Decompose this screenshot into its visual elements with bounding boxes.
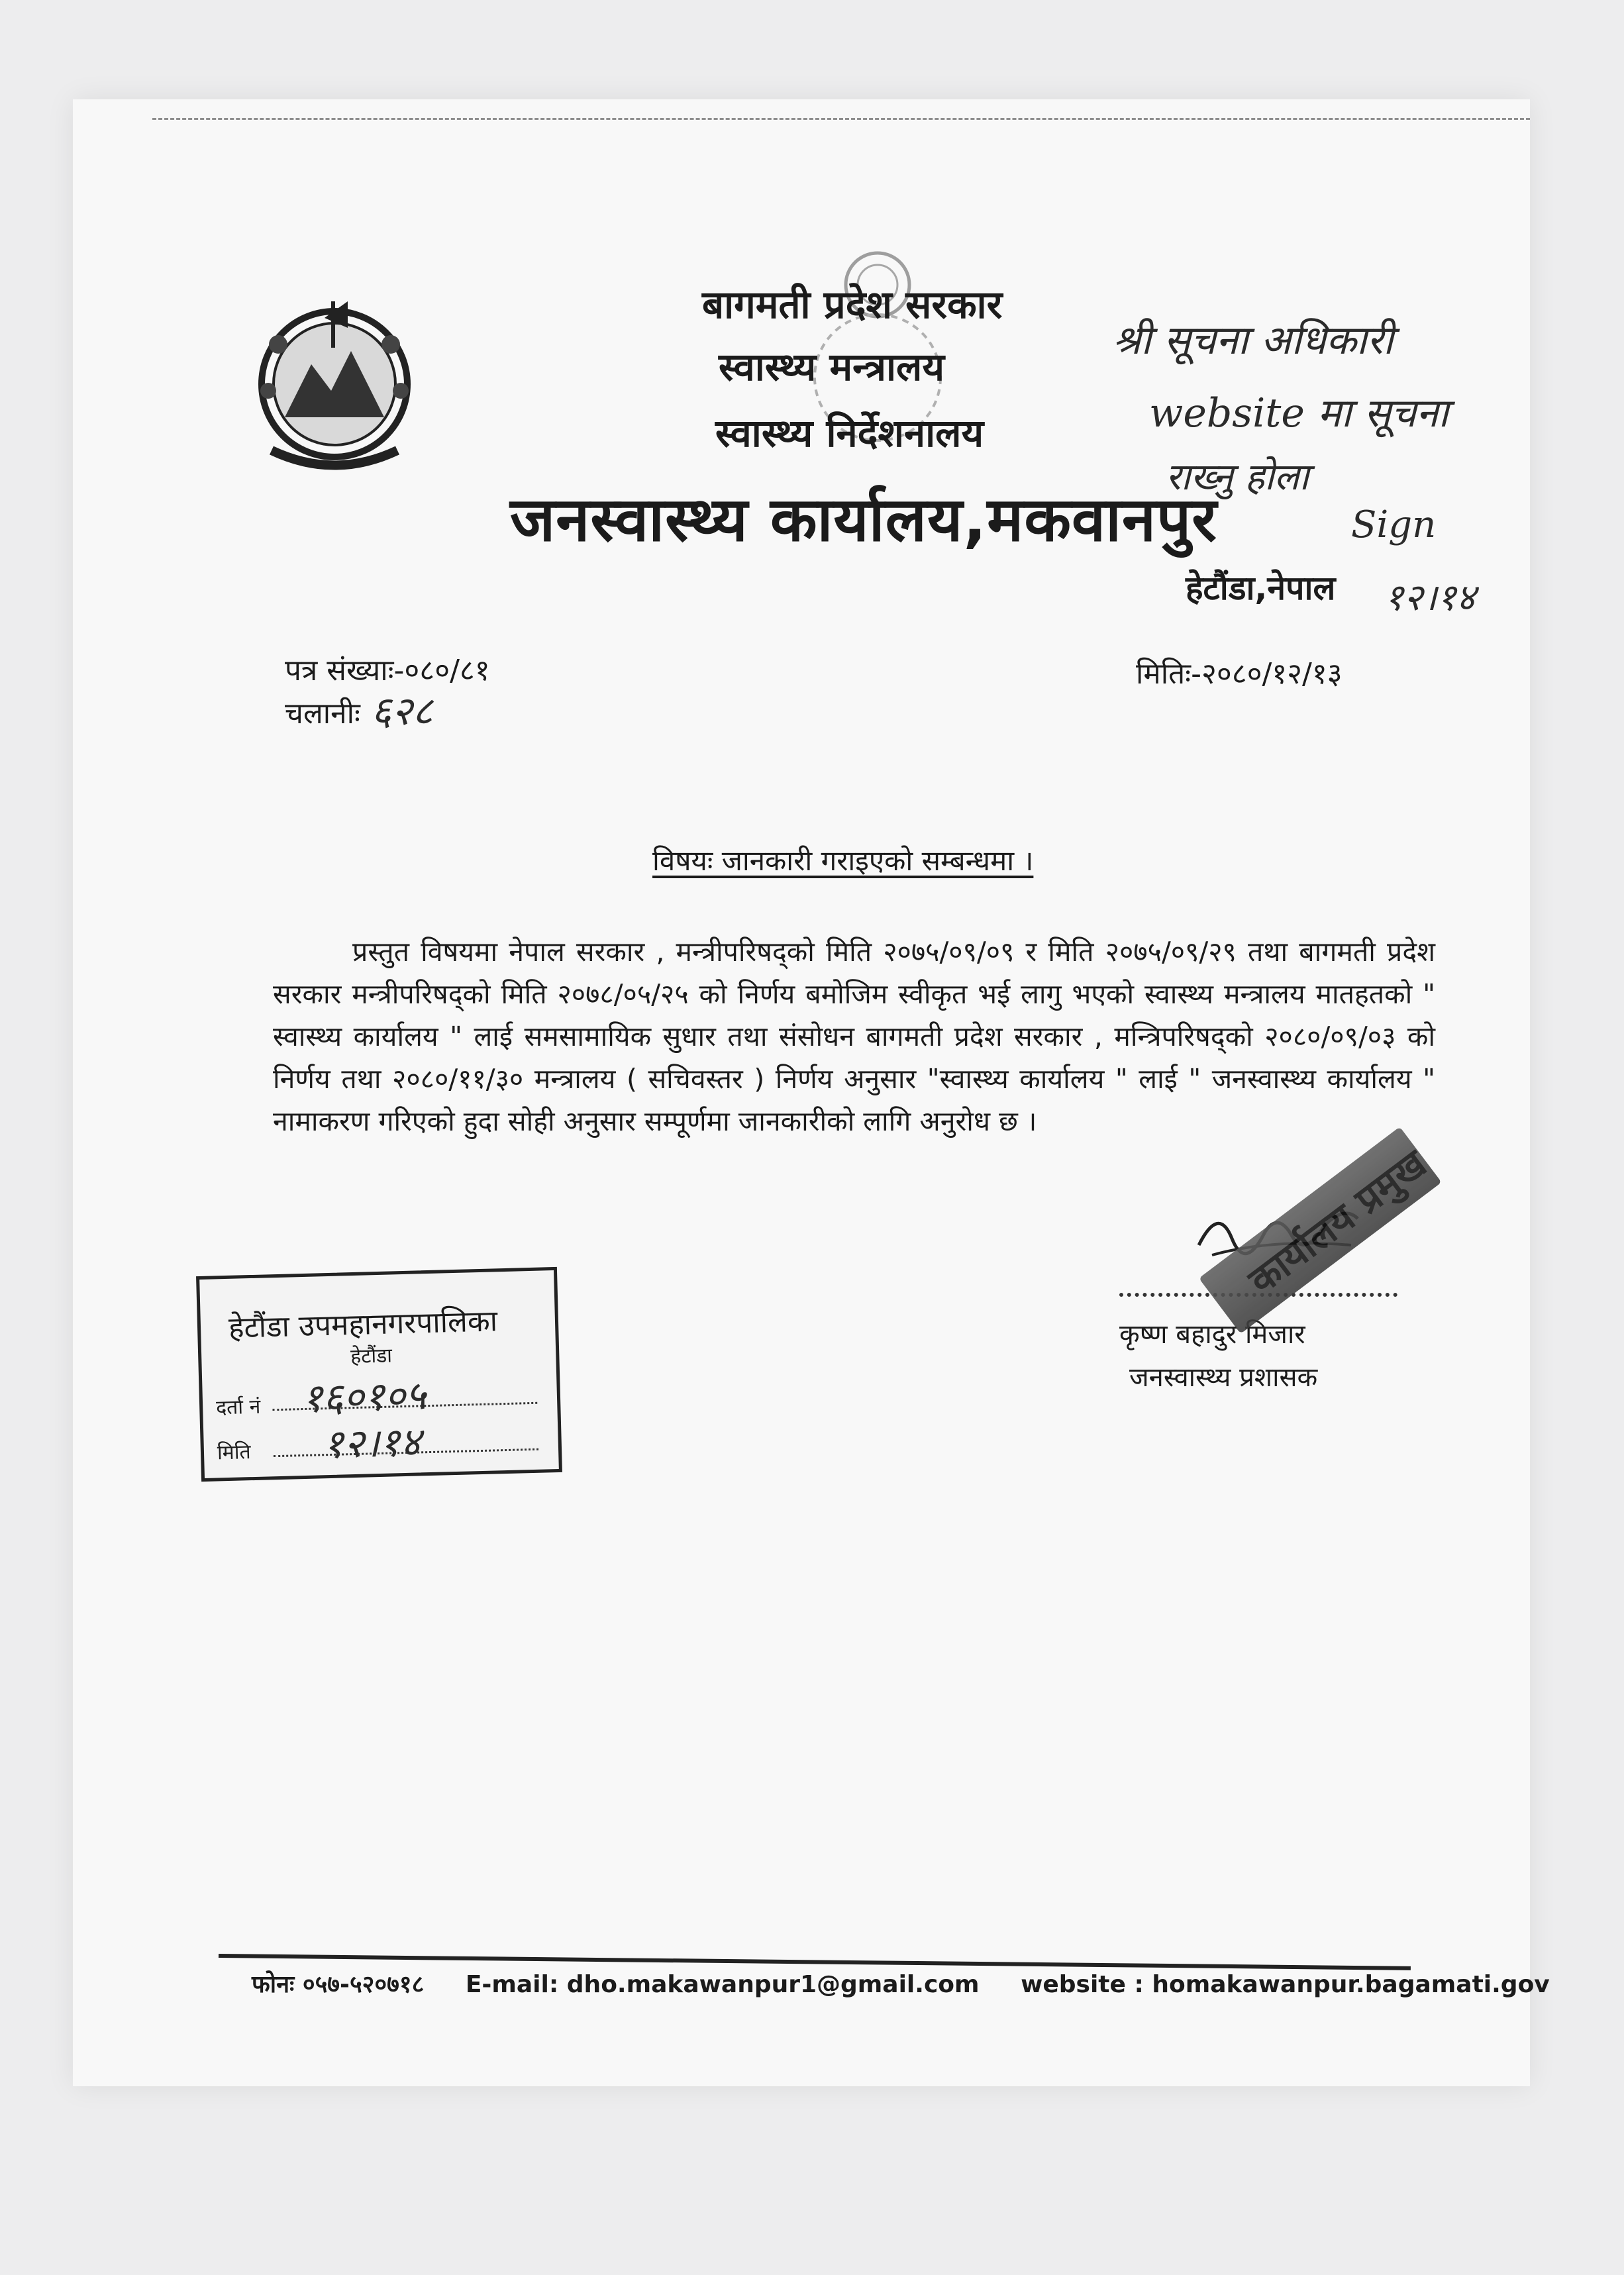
receipt-stamp: [196, 1267, 562, 1482]
footer-email[interactable]: E-mail: dho.makawanpur1@gmail.com: [465, 1971, 980, 1998]
top-divider: [152, 118, 1530, 120]
stamp-title: हेटौंडा उपमहानगरपालिका: [228, 1304, 498, 1345]
footer-phone: फोनः ०५७-५२०७१८: [252, 1971, 425, 1998]
office-address: हेटौंडा,नेपाल: [1186, 569, 1336, 607]
handwritten-note: श्री सूचना अधिकारी: [1113, 317, 1394, 364]
ministry-name: स्वास्थ्य मन्त्रालय: [719, 344, 944, 389]
reference-number: पत्र संख्याः-०८०/८१: [285, 654, 490, 687]
letter-body: प्रस्तुत विषयमा नेपाल सरकार , मन्त्रीपरिषद्को मिति २०७५/०९/०९ र मिति २०७५/०९/२९ तथा बागमती प्रदेश सरकार मन्त्रीपरिषद्को मिति २०७८/०५/२५ को निर्णय बमोजिम स्वीकृत भई लागु भएको स्वास्थ्य मन्त्रालय मातहतको " स्वास्थ्य कार्यालय " लाई समसामायिक सुधार तथा संसोधन बागमती प्रदेश सरकार , मन्त्रिपरिषद्को २०८०/०९/०३ को निर्णय तथा २०८०/११/३० मन्त्रालय ( सचिवस्तर ) निर्णय अनुसार "स्वास्थ्य कार्यालय " लाई " जनस्वास्थ्य कार्यालय " नामाकरण गरिएको हुदा सोही अनुसार सम्पूर्णमा जानकारीको लागि अनुरोध छ ।: [273, 936, 1435, 1137]
darta-number: १६०१०५: [301, 1372, 427, 1423]
letter-subject: विषयः जानकारी गराइएको सम्बन्धमा ।: [652, 844, 1034, 877]
office-stamp-text: कार्यालय प्रमुख: [1240, 1140, 1435, 1303]
handwritten-date: १२।१४: [1384, 576, 1476, 619]
chalani-label: चलानीः: [285, 697, 360, 731]
miti-value: १२।१४: [322, 1419, 422, 1468]
directorate-name: स्वास्थ्य निर्देशनालय: [715, 411, 984, 456]
handwritten-initials: Sign: [1351, 503, 1437, 546]
office-name: जनस्वास्थ्य कार्यालय,मकवानपुर: [510, 484, 1217, 555]
government-name: बागमती प्रदेश सरकार: [702, 282, 1003, 327]
stamp-subtitle: हेटौंडा: [350, 1344, 393, 1369]
signatory-title: जनस्वास्थ्य प्रशासक: [1129, 1362, 1318, 1393]
footer-website[interactable]: website : homakawanpur.bagamati.gov: [1021, 1971, 1550, 1998]
letter-date: मितिः-२०८०/१२/१३: [1136, 657, 1343, 691]
handwritten-note: राख्नु होला: [1166, 456, 1309, 499]
darta-label: दर्ता नं: [215, 1395, 261, 1420]
footer: [252, 1967, 1583, 1999]
nepal-emblem-icon: [232, 291, 437, 470]
signatory-name: कृष्ण बहादुर मिजार: [1119, 1319, 1305, 1350]
miti-label: मिति: [217, 1441, 252, 1465]
handwritten-note: website मा सूचना: [1149, 390, 1448, 436]
chalani-number: ६२८: [371, 688, 433, 734]
